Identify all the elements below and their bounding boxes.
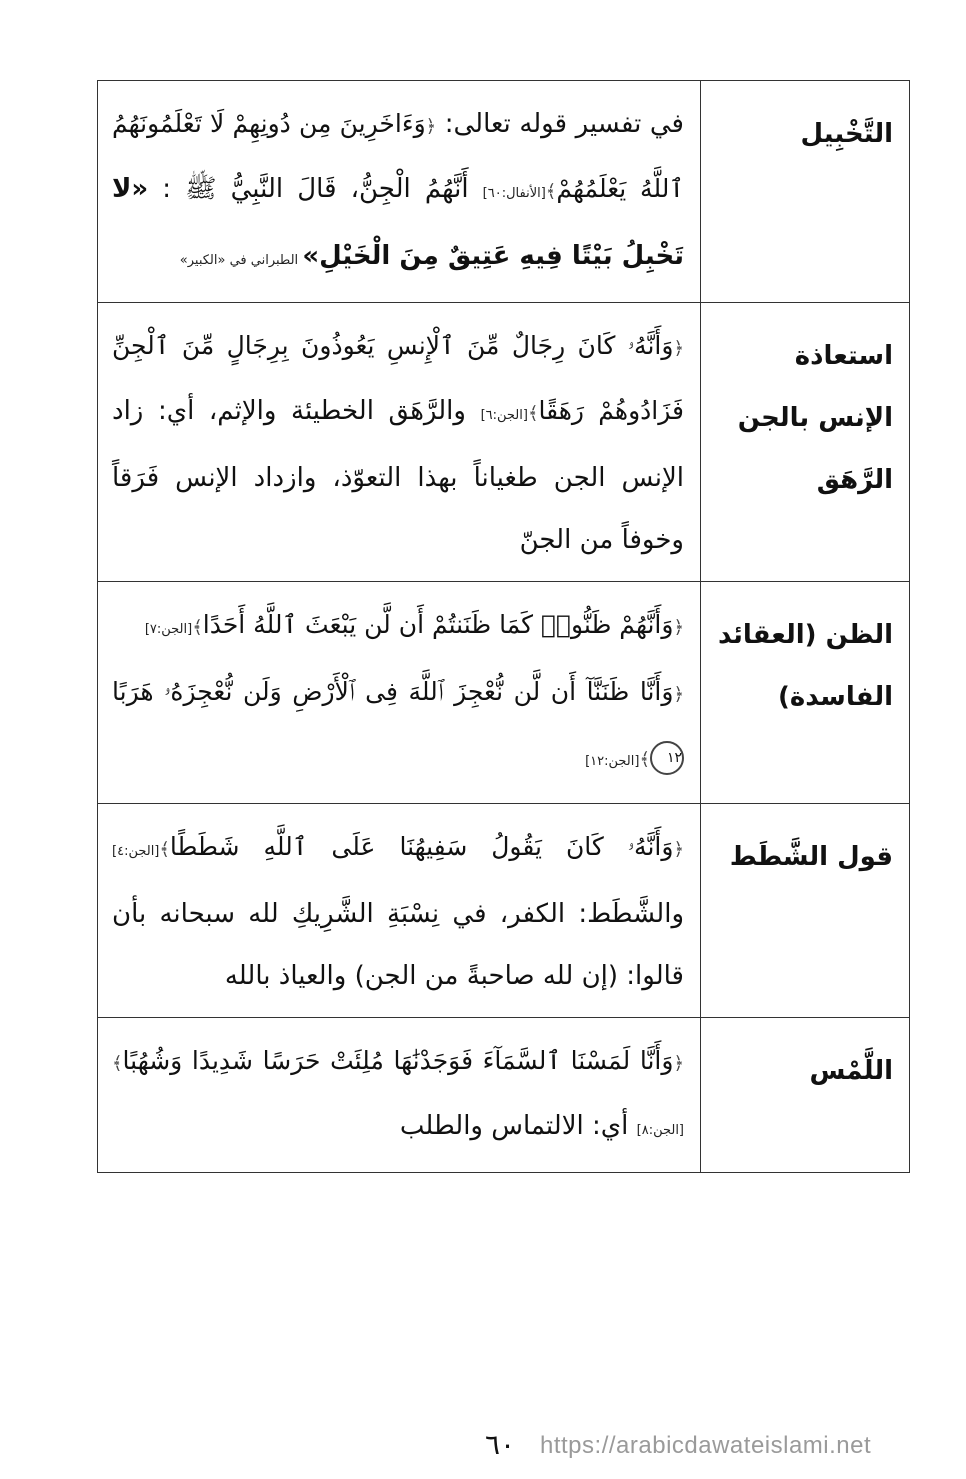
explanation-text: أَنَّهُمُ الْجِنُّ، قَالَ النَّبِيُّ ﷺ : xyxy=(148,174,483,204)
glossary-table-body xyxy=(98,81,910,1173)
verse-bracket-ornament: ﴿ xyxy=(673,1053,684,1074)
page-number: ٦٠ xyxy=(485,1428,516,1461)
quran-verse: وَأَنَّهُۥ كَانَ رِجَالٌ مِّنَ ٱلْإِنسِ يَعُوذُونَ بِرِجَالٍ مِّنَ ٱلْجِنِّ فَزَادُوهُمْ رَهَقًا xyxy=(112,331,685,425)
term-cell: الظن (العقائد الفاسدة) xyxy=(701,582,910,804)
quran-verse: وَءَاخَرِينَ مِن دُونِهِمْ لَا تَعْلَمُونَهُمُ ٱللَّهُ يَعْلَمُهُمْ xyxy=(112,109,684,203)
verse-bracket-ornament: ﴾ xyxy=(639,749,650,770)
table-row xyxy=(98,804,910,1018)
verse-reference: [الجن:٧] xyxy=(144,622,193,637)
explanation-text: في تفسير قوله تعالى: xyxy=(436,109,684,139)
explanation-cell xyxy=(98,582,701,804)
verse-bracket-ornament: ﴾ xyxy=(527,403,539,424)
term-cell: استعاذة الإنس بالجن الرَّهَق xyxy=(701,303,910,582)
site-url: https://arabicdawateislami.net xyxy=(540,1432,872,1459)
verse-bracket-ornament: ﴾ xyxy=(192,617,203,638)
table-row xyxy=(98,1018,910,1173)
verse-bracket-ornament: ﴿ xyxy=(425,116,437,137)
quran-verse: وَأَنَّهُمْ ظَنُّوا۟ كَمَا ظَنَنتُمْ أَن لَّن يَبْعَثَ ٱللَّهُ أَحَدًا xyxy=(202,610,674,639)
verse-reference: [الجن:٦] xyxy=(480,408,528,423)
verse-bracket-ornament: ﴾ xyxy=(159,839,170,860)
term-cell: اللَّمْس xyxy=(701,1018,910,1173)
verse-bracket-ornament: ﴾ xyxy=(112,1053,123,1074)
explanation-text: أي: الالتماس والطلب xyxy=(399,1111,637,1141)
table-row xyxy=(98,582,910,804)
term-cell: قول الشَّطَط xyxy=(701,804,910,1018)
verse-bracket-ornament: ﴿ xyxy=(673,839,684,860)
quran-verse: وَأَنَّا لَمَسْنَا ٱلسَّمَآءَ فَوَجَدْنَٰهَا مُلِئَتْ حَرَسًا شَدِيدًا وَشُهُبًا xyxy=(122,1046,674,1075)
explanation-cell xyxy=(98,804,701,1018)
verse-reference: [الجن:٤] xyxy=(112,844,160,859)
page-footer xyxy=(0,1428,966,1462)
explanation-text: والشَّطَط: الكفر، في نِسْبَةِ الشَّرِيكِ لله سبحانه بأن قالوا: (إن لله صاحبةً من الجن) والعياذ بالله xyxy=(112,899,684,991)
table-row xyxy=(98,303,910,582)
explanation-cell xyxy=(98,81,701,303)
quran-verse: وَأَنَّا ظَنَنَّآ أَن لَّن نُّعْجِزَ ٱللَّهَ فِى ٱلْأَرْضِ وَلَن نُّعْجِزَهُۥ هَرَبًا xyxy=(112,677,674,706)
ayah-number-marker: ١٢ xyxy=(650,741,684,775)
verse-bracket-ornament: ﴿ xyxy=(673,684,684,705)
table-row xyxy=(98,81,910,303)
quran-verse: وَأَنَّهُۥ كَانَ يَقُولُ سَفِيهُنَا عَلَى ٱللَّهِ شَطَطًا xyxy=(169,832,674,861)
explanation-cell xyxy=(98,1018,701,1173)
verse-reference: [الأنفال:٦٠] xyxy=(482,186,546,201)
verse-bracket-ornament: ﴾ xyxy=(545,181,557,202)
verse-reference: [الجن:٨] xyxy=(636,1123,684,1138)
explanation-cell xyxy=(98,303,701,582)
verse-reference: الطبراني في «الكبير» xyxy=(179,253,303,268)
verse-bracket-ornament: ﴿ xyxy=(673,338,684,359)
hadith-text: «لا تَخْبِلُ بَيْتًا فِيهِ عَتِيقٌ مِنَ الْخَيْلِ» xyxy=(112,174,684,271)
verse-reference: [الجن:١٢] xyxy=(585,754,640,769)
verse-bracket-ornament: ﴿ xyxy=(673,617,684,638)
glossary-table xyxy=(97,80,910,1173)
explanation-text: والرَّهَق الخطيئة والإثم، أي: زاد الإنس الجن طغياناً بهذا التعوّذ، وازداد الإنس فَرَقاً وخوفاً من الجنّ xyxy=(112,396,684,555)
term-cell: التَّخْبِيل xyxy=(701,81,910,303)
